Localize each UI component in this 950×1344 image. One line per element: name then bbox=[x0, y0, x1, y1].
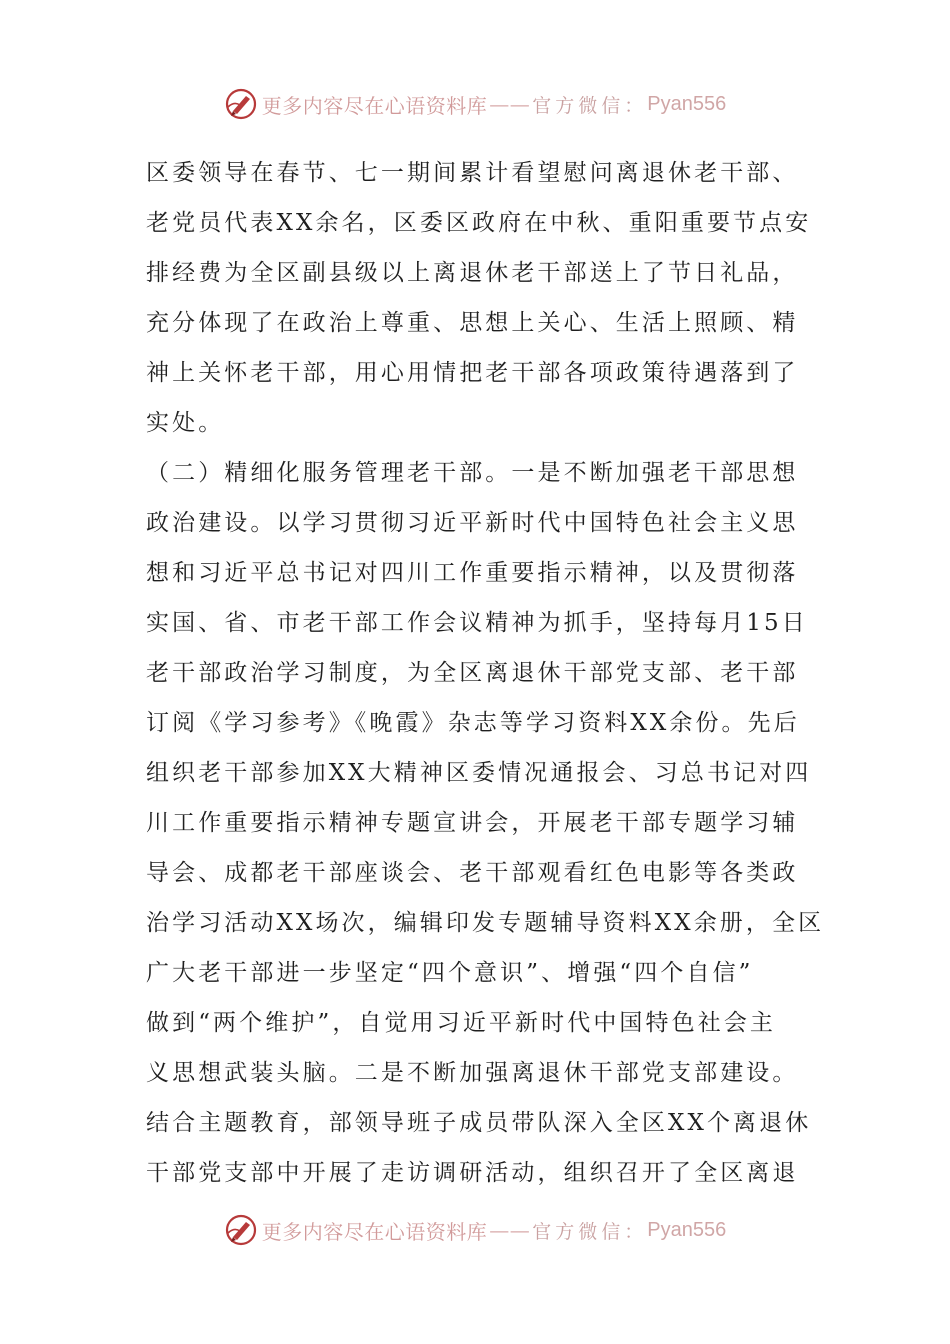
body-line: 导会、成都老干部座谈会、老干部观看红色电影等各类政 bbox=[146, 860, 799, 886]
footer-brand: 更多内容尽在心语资料库 bbox=[261, 1219, 488, 1244]
body-line: 老党员代表XX余名，区委区政府在中秋、重阳重要节点安 bbox=[146, 210, 812, 236]
body-line: 神上关怀老干部，用心用情把老干部各项政策待遇落到了 bbox=[146, 360, 799, 386]
body-line: （二）精细化服务管理老干部。一是不断加强老干部思想 bbox=[146, 460, 799, 486]
body-line: 想和习近平总书记对四川工作重要指示精神，以及贯彻落 bbox=[146, 560, 799, 586]
header-banner bbox=[0, 84, 950, 124]
body-line: 实处。 bbox=[146, 410, 225, 436]
body-line: 订阅《学习参考》《晚霞》杂志等学习资料XX余份。先后 bbox=[146, 710, 800, 736]
pen-logo-icon bbox=[224, 1213, 258, 1247]
document-body bbox=[146, 148, 825, 1198]
body-line: 老干部政治学习制度，为全区离退休干部党支部、老干部 bbox=[146, 660, 799, 686]
footer-wechat-label: 官方微信： bbox=[532, 1220, 648, 1243]
body-line: 区委领导在春节、七一期间累计看望慰问离退休老干部、 bbox=[146, 160, 799, 186]
body-line: 充分体现了在政治上尊重、思想上关心、生活上照顾、精 bbox=[146, 310, 799, 336]
body-line: 广大老干部进一步坚定“四个意识”、增强“四个自信” bbox=[146, 960, 754, 986]
body-line: 组织老干部参加XX大精神区委情况通报会、习总书记对四 bbox=[146, 760, 812, 786]
body-line: 川工作重要指示精神专题宣讲会，开展老干部专题学习辅 bbox=[146, 810, 799, 836]
body-line: 政治建设。以学习贯彻习近平新时代中国特色社会主义思 bbox=[146, 510, 799, 536]
header-wechat-id: Pyan556 bbox=[647, 92, 727, 115]
footer-wechat-id: Pyan556 bbox=[647, 1218, 727, 1241]
body-line: 义思想武装头脑。二是不断加强离退休干部党支部建设。 bbox=[146, 1060, 799, 1086]
footer-banner bbox=[0, 1210, 950, 1250]
body-line: 做到“两个维护”，自觉用习近平新时代中国特色社会主 bbox=[146, 1010, 777, 1036]
header-wechat-label: 官方微信： bbox=[532, 94, 648, 117]
body-line: 干部党支部中开展了走访调研活动，组织召开了全区离退 bbox=[146, 1160, 799, 1186]
pen-logo-icon bbox=[224, 87, 258, 121]
body-line: 结合主题教育，部领导班子成员带队深入全区XX个离退休 bbox=[146, 1110, 812, 1136]
body-line: 治学习活动XX场次，编辑印发专题辅导资料XX余册，全区 bbox=[146, 910, 825, 936]
footer-separator: —— bbox=[489, 1218, 531, 1242]
body-line: 排经费为全区副县级以上离退休老干部送上了节日礼品， bbox=[146, 260, 799, 286]
header-brand: 更多内容尽在心语资料库 bbox=[261, 93, 488, 118]
header-separator: —— bbox=[489, 92, 531, 116]
body-line: 实国、省、市老干部工作会议精神为抓手，坚持每月15日 bbox=[146, 610, 808, 636]
